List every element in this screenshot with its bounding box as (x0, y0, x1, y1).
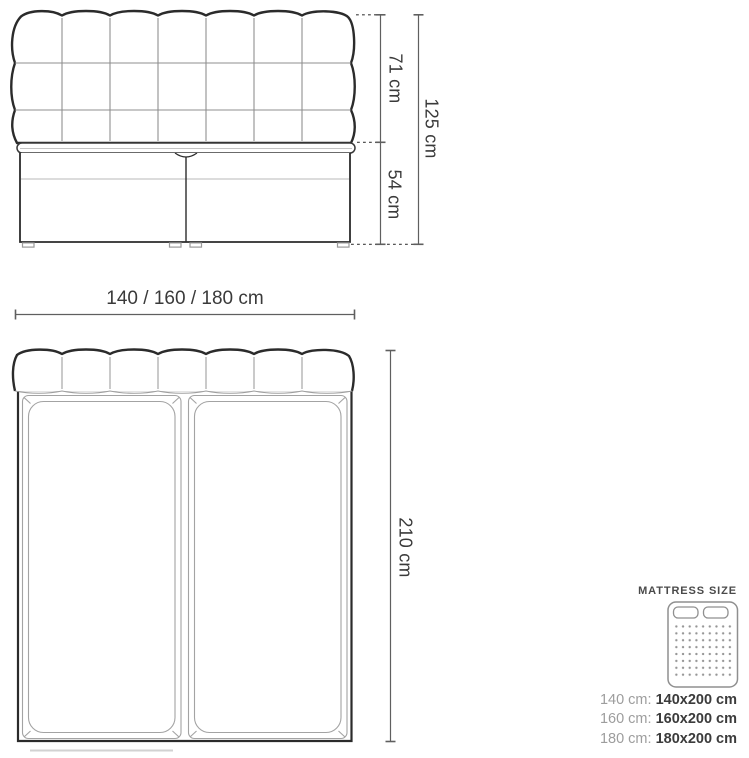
mattress-size-row-value: 160x200 cm (655, 711, 737, 728)
bed-top-view-drawing (13, 350, 396, 751)
mattress-size-row-label: 160 cm: (599, 711, 652, 728)
dim-label-total-height: 125 cm (421, 98, 442, 159)
dim-label-headboard-height: 71 cm (385, 53, 406, 104)
mattress-size-legend-rows (600, 691, 737, 749)
mattress-size-row (600, 710, 737, 729)
dim-label-base-height: 54 cm (384, 169, 405, 220)
mattress-size-row-label: 180 cm: (599, 730, 652, 747)
dim-label-width-options: 140 / 160 / 180 cm (106, 288, 264, 309)
mattress-size-row (600, 730, 737, 749)
front-dim-line-width (15, 310, 355, 320)
top-bed-outline (18, 390, 352, 741)
front-base-outline (20, 153, 350, 242)
front-feet (23, 243, 350, 247)
mattress-size-row-value: 140x200 cm (655, 692, 737, 708)
mattress-size-legend-title: MATTRESS SIZE (638, 585, 737, 597)
mattress-size-row-value: 180x200 cm (655, 730, 737, 747)
front-headboard-outline (11, 11, 355, 143)
dim-label-length: 210 cm (395, 517, 416, 578)
mattress-size-row-label: 140 cm: (599, 692, 652, 708)
top-headboard-fill (13, 350, 354, 392)
mattress-icon-dot-pattern (672, 622, 734, 679)
bed-front-view-drawing (11, 11, 423, 320)
mattress-size-row (600, 691, 737, 710)
